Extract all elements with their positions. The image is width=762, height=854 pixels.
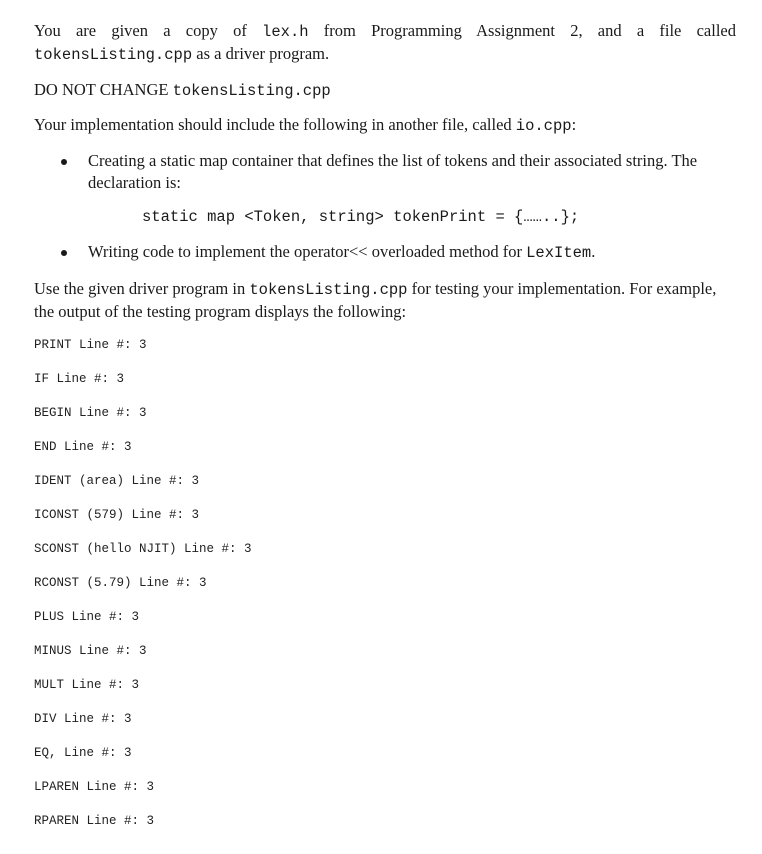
usage-paragraph	[34, 278, 736, 323]
file-name-lex-h: lex.h	[262, 23, 309, 41]
program-output	[34, 337, 736, 847]
output-line: DIV Line #: 3	[34, 712, 132, 726]
implementation-text: Your implementation should include the following in another file, called	[34, 115, 516, 134]
usage-text: Use the given driver program in	[34, 279, 250, 298]
bullet-icon	[61, 159, 67, 165]
warning-paragraph	[34, 79, 736, 102]
code-declaration: static map <Token, string> tokenPrint = {……..};	[142, 208, 580, 226]
intro-text: from Programming Assignment 2, and a file called	[308, 21, 736, 40]
intro-text: as a driver program.	[192, 44, 330, 63]
file-name-tokenslisting: tokensListing.cpp	[34, 46, 193, 64]
file-name-io-cpp: io.cpp	[515, 117, 572, 135]
output-line: RPAREN Line #: 3	[34, 814, 155, 828]
bullet-text: Writing code to implement the operator<< overloaded method for	[88, 242, 527, 261]
output-line: MINUS Line #: 3	[34, 644, 147, 658]
output-line: SCONST (hello NJIT) Line #: 3	[34, 542, 252, 556]
bullet-icon	[61, 250, 67, 256]
requirements-list	[34, 150, 736, 194]
implementation-paragraph	[34, 114, 736, 137]
output-line: BEGIN Line #: 3	[34, 406, 147, 420]
output-line: MULT Line #: 3	[34, 678, 140, 692]
warning-text: DO NOT CHANGE	[34, 80, 173, 99]
output-line: PLUS Line #: 3	[34, 610, 140, 624]
output-line: PRINT Line #: 3	[34, 338, 147, 352]
file-name-tokenslisting: tokensListing.cpp	[172, 82, 331, 100]
intro-paragraph	[34, 20, 736, 66]
output-line: IF Line #: 3	[34, 372, 125, 386]
list-item	[34, 241, 736, 264]
file-name-tokenslisting: tokensListing.cpp	[249, 281, 408, 299]
document-body	[34, 20, 736, 847]
usage-text: for testing your implementation. For example, the output of the testing program displays the following:	[34, 279, 717, 321]
requirements-list	[34, 241, 736, 264]
bullet-text: Creating a static map container that defines the list of tokens and their associated string. The declaration is:	[88, 151, 698, 192]
implementation-text: :	[571, 115, 577, 134]
output-line: EQ, Line #: 3	[34, 746, 132, 760]
output-line: ICONST (579) Line #: 3	[34, 508, 200, 522]
bullet-text: .	[591, 242, 596, 261]
class-name-lexitem: LexItem	[526, 244, 592, 262]
output-line: RCONST (5.79) Line #: 3	[34, 576, 207, 590]
output-line: IDENT (area) Line #: 3	[34, 474, 200, 488]
output-line: END Line #: 3	[34, 440, 132, 454]
list-item	[34, 150, 736, 194]
output-line: LPAREN Line #: 3	[34, 780, 155, 794]
intro-text: You are given a copy of	[34, 21, 263, 40]
